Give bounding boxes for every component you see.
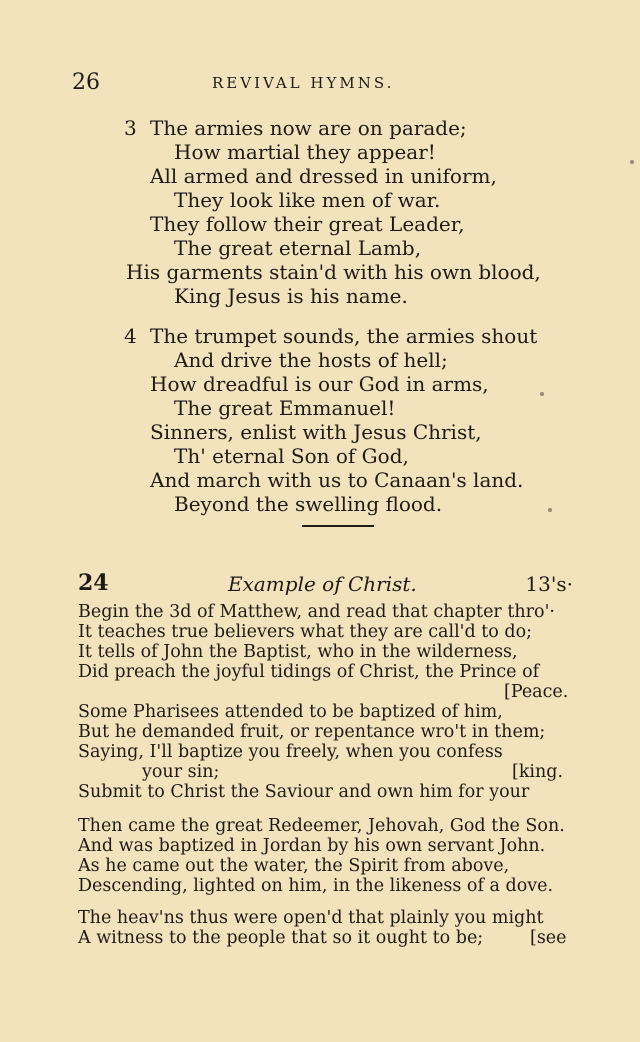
hymn-line: As he came out the water, the Spirit from above, bbox=[78, 856, 510, 876]
verse-line: The great Emmanuel! bbox=[174, 396, 396, 420]
verse-line: How martial they appear! bbox=[174, 140, 436, 164]
verse-line: The trumpet sounds, the armies shout bbox=[150, 324, 538, 348]
hymn-line: Then came the great Redeemer, Jehovah, God the Son. bbox=[78, 816, 565, 836]
verse-line: Sinners, enlist with Jesus Christ, bbox=[150, 420, 482, 444]
running-title: REVIVAL HYMNS. bbox=[212, 74, 395, 92]
print-speck bbox=[630, 160, 634, 164]
verse-line: And march with us to Canaan's land. bbox=[150, 468, 524, 492]
section-divider bbox=[302, 525, 374, 527]
verse-line: King Jesus is his name. bbox=[174, 284, 408, 308]
verse-line: Beyond the swelling flood. bbox=[174, 492, 443, 516]
verse-line: All armed and dressed in uniform, bbox=[150, 164, 497, 188]
hymn-line: Did preach the joyful tidings of Christ, the Prince of bbox=[78, 662, 540, 682]
hymn-line: Begin the 3d of Matthew, and read that chapter thro'· bbox=[78, 602, 555, 622]
hymn-line: Descending, lighted on him, in the likeness of a dove. bbox=[78, 876, 554, 896]
verse-number: 4 bbox=[124, 324, 137, 348]
hymn-line: And was baptized in Jordan by his own servant John. bbox=[78, 836, 546, 856]
verse-line: They follow their great Leader, bbox=[150, 212, 465, 236]
hymn-line: Submit to Christ the Saviour and own him for your bbox=[78, 782, 530, 802]
hymn-line: The heav'ns thus were open'd that plainly you might bbox=[78, 908, 544, 928]
verse-line: The great eternal Lamb, bbox=[174, 236, 422, 260]
hymn-line-continuation: your sin; bbox=[142, 762, 220, 782]
verse-line: They look like men of war. bbox=[174, 188, 441, 212]
hymn-line: But he demanded fruit, or repentance wro't in them; bbox=[78, 722, 546, 742]
hymn-number: 24 bbox=[78, 570, 109, 596]
verse-line: His garments stain'd with his own blood, bbox=[126, 260, 541, 284]
verse-line: How dreadful is our God in arms, bbox=[150, 372, 489, 396]
hymn-meter: 13's· bbox=[525, 572, 573, 596]
page-header bbox=[72, 70, 572, 100]
verse-line: And drive the hosts of hell; bbox=[174, 348, 448, 372]
hymn-title: Example of Christ. bbox=[228, 572, 417, 596]
print-speck bbox=[540, 392, 544, 396]
hymn-line: It tells of John the Baptist, who in the wilderness, bbox=[78, 642, 518, 662]
verse-line: Th' eternal Son of God, bbox=[174, 444, 409, 468]
hymn-line: Some Pharisees attended to be baptized of him, bbox=[78, 702, 503, 722]
print-speck bbox=[548, 508, 552, 512]
page-number: 26 bbox=[72, 70, 100, 95]
hymn-line-turnover: [see bbox=[530, 928, 567, 948]
hymn-line: A witness to the people that so it ought to be; bbox=[78, 928, 484, 948]
hymn-line: It teaches true believers what they are call'd to do; bbox=[78, 622, 533, 642]
verse-number: 3 bbox=[124, 116, 137, 140]
verse-line: The armies now are on parade; bbox=[150, 116, 467, 140]
hymn-line-turnover: [king. bbox=[512, 762, 564, 782]
hymn-line: Saying, I'll baptize you freely, when you confess bbox=[78, 742, 503, 762]
hymn-line-turnover: [Peace. bbox=[504, 682, 569, 702]
hymn-heading bbox=[78, 572, 573, 602]
